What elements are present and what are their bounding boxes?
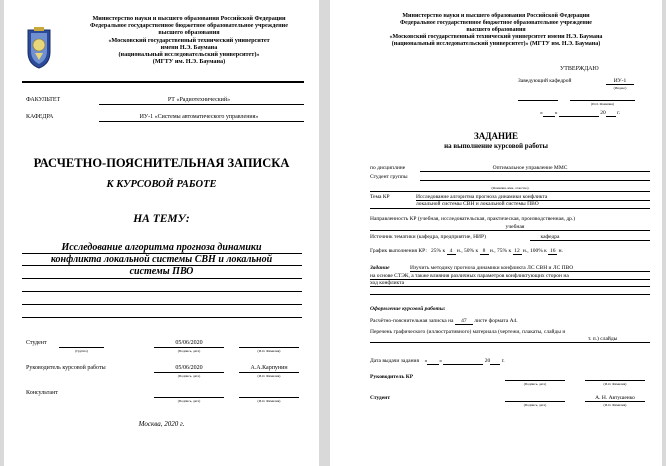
- graphics-label: Перечень графического (иллюстративного) материала (чертежи, плакаты, слайды и: [370, 329, 566, 335]
- assignment-label: Задание: [370, 265, 390, 271]
- source-label: Источник тематики (кафедра, предприятие, НИР): [370, 234, 486, 240]
- assignment-line: ход конфликта: [370, 280, 405, 286]
- head-label: Заведующий кафедрой: [518, 78, 572, 84]
- student-group-label: Студент группы: [370, 174, 408, 180]
- schedule-week: 16: [549, 248, 556, 254]
- topic-label: НА ТЕМУ:: [133, 213, 190, 225]
- name-caption: (И.О. Фамилия): [591, 102, 614, 106]
- header-block: [64, 15, 314, 65]
- sign-caption: (Подпись, дата): [523, 403, 547, 407]
- rpz-pages: 47: [455, 318, 473, 325]
- topic-line: Исследование алгоритма прогноза динамики конфликта: [416, 194, 548, 200]
- header-line: Федеральное государственное бюджетное образовательное учреждение: [400, 20, 592, 26]
- supervisor-label: Руководитель курсовой работы: [26, 365, 106, 371]
- assignment-line: на основе СТЭК, а также влияния различных параметров конфликтующих сторон на: [370, 273, 569, 279]
- consultant-label: Консультант: [26, 390, 58, 396]
- header-line: (МГТУ им. Н.Э. Баумана): [152, 58, 226, 66]
- header-block: [340, 13, 652, 48]
- fio-caption: (Фамилия, имя, отчество): [491, 186, 529, 190]
- supervisor-name: А.А.Карпунин: [250, 365, 288, 371]
- student-date: 05/06/2020: [175, 340, 203, 346]
- supervisor-date: 05/06/2020: [175, 365, 203, 371]
- task-page: [330, 0, 662, 466]
- bmstu-emblem-icon: [26, 26, 52, 70]
- faculty-label: ФАКУЛЬТЕТ: [26, 97, 61, 103]
- signature-date-caption: (Подпись, дата): [177, 399, 201, 403]
- header-line: (национальный исследовательский университет)» (МГТУ им. Н.Э. Баумана): [391, 41, 601, 47]
- department-label: КАФЕДРА: [26, 114, 54, 120]
- format-label: Оформление курсовой работы:: [370, 306, 446, 312]
- schedule-week: 4: [447, 248, 456, 255]
- footer-city-year: Москва, 2020 г.: [138, 420, 185, 428]
- topic-line: конфликта локальной системы СВН и локальной: [50, 254, 273, 265]
- header-divider: [22, 81, 304, 83]
- title-page: [4, 0, 319, 466]
- document-subtitle: К КУРСОВОЙ РАБОТЕ: [106, 179, 217, 190]
- task-title: ЗАДАНИЕ: [474, 131, 518, 141]
- rpz-row: Расчётно-пояснительная записка на 47 листе формата А4.: [370, 318, 518, 324]
- issue-date-row: Дата выдачи задания « » 20 г.: [370, 358, 505, 364]
- assignment-line: Изучить методику прогноза динамики конфликта ЛС СВН и ЛС ПВО: [410, 265, 574, 271]
- schedule-row: График выполнения КР: 25% к 4 н., 50% к 8 н., 75% к 12 н., 100% к 16 н.: [370, 248, 563, 254]
- task-subtitle: на выполнение курсовой работы: [444, 142, 548, 150]
- header-line: Министерство науки и высшего образования Российской Федерации: [402, 13, 590, 19]
- discipline-label: по дисциплине: [370, 165, 406, 171]
- topic-line: локальной системы СВН и локальной системы ПВО: [416, 201, 539, 207]
- header-line: высшего образования: [466, 27, 526, 33]
- supervisor-label: Руководитель КР: [370, 374, 414, 380]
- head-value: ИУ-1: [613, 78, 627, 84]
- name-caption: (И.О. Фамилия): [257, 399, 281, 403]
- header-line: Министерство науки и высшего образования Российской Федерации: [92, 15, 286, 22]
- group-caption: (Группа): [75, 349, 88, 353]
- graphics-tail: т. п.) слайды: [588, 336, 618, 342]
- header-line: имени Н.Э. Баумана: [160, 43, 218, 51]
- topic-line: Исследование алгоритма прогноза динамики: [61, 242, 262, 253]
- name-caption: (И.О. Фамилия): [257, 349, 281, 353]
- direction-label: Направленность КР (учебная, исследовательская, практическая, производственная, др.): [370, 216, 576, 222]
- faculty-value: РТ «Радиотехнический»: [167, 97, 231, 103]
- schedule-label: График выполнения КР:: [370, 248, 427, 254]
- name-caption: (И.О. Фамилия): [603, 403, 627, 407]
- document-title: РАСЧЕТНО-ПОЯСНИТЕЛЬНАЯ ЗАПИСКА: [33, 156, 290, 170]
- name-caption: (И.О. Фамилия): [257, 374, 281, 378]
- header-line: «Московский государственный технический университет имени Н.Э. Баумана: [389, 34, 603, 40]
- topic-line: системы ПВО: [129, 266, 194, 277]
- student-label: Студент: [26, 340, 47, 346]
- topic-label: Тема КР: [370, 194, 390, 200]
- sign-caption: (Подпись, дата): [523, 382, 547, 386]
- source-value: кафедра: [540, 234, 560, 240]
- student-label: Студент: [370, 395, 391, 401]
- schedule-week: 12: [514, 248, 520, 254]
- header-line: Федеральное государственное бюджетное образовательное учреждение: [90, 22, 288, 30]
- name-caption: (И.О. Фамилия): [603, 382, 627, 386]
- department-value: ИУ-1 «Системы автоматического управления»: [139, 114, 259, 120]
- signature-date-caption: (Подпись, дата): [177, 374, 201, 378]
- discipline-value: Оптимальное управление ММС: [492, 165, 568, 171]
- header-line: «Московский государственный технический университет: [108, 36, 270, 44]
- header-line: высшего образования: [158, 29, 220, 37]
- approve-label: УТВЕРЖДАЮ: [560, 66, 599, 72]
- direction-value: учебная: [505, 224, 525, 230]
- signature-date-caption: (Подпись, дата): [177, 349, 201, 353]
- student-name: А. Н. Автушенко: [595, 395, 635, 401]
- index-caption: (Индекс): [613, 86, 627, 90]
- approve-date: « » 20 г.: [540, 110, 621, 116]
- schedule-week: 8: [480, 248, 489, 255]
- header-line: (национальный исследовательский университет)»: [118, 51, 260, 59]
